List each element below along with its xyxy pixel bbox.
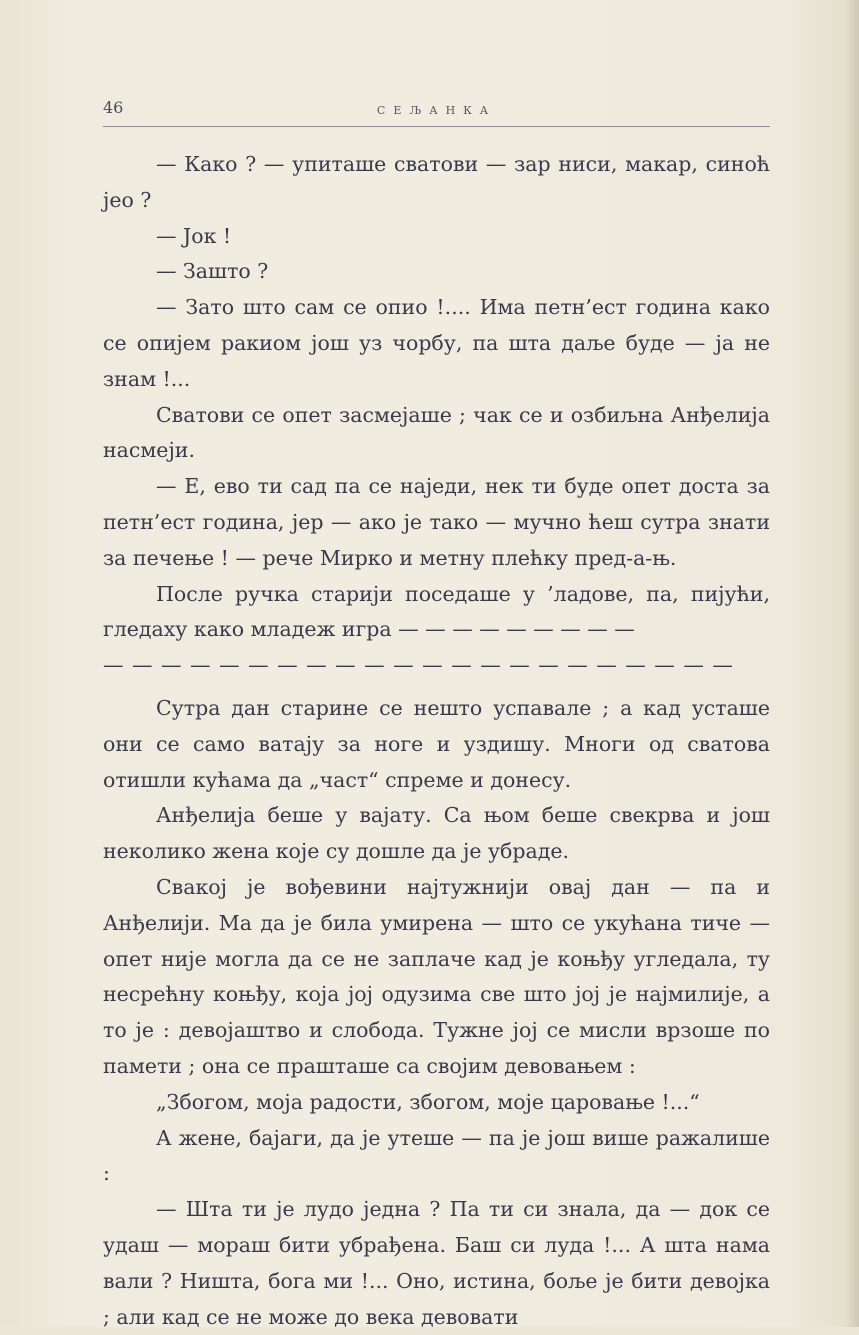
- paragraph: А жене, бајаги, да је утеше — па је још више ражалише :: [103, 1125, 770, 1186]
- paragraph: Свакој је вођевини најтужнији овај дан — па и Анђелији. Ма да је била умирена — што се укућана тиче — опет није могла да се не заплаче кад је коњђу угледала, ту несрећну коњђу, која јој одузима све што јој је најмилије, а то је : девојаштво и слобода. Тужне јој се мисли врзоше по памети ; она се прашташе са својим девовањем :: [103, 874, 770, 1078]
- paragraph: — Шта ти је лудо једна ? Па ти си знала, да — док се удаш — мораш бити убрађена. Баш си луда !... А шта нама вали ? Ништа, бога ми !... Оно, истина, боље је бити девојка ; али кад се не може до века девовати: [103, 1197, 770, 1329]
- paragraph: — Јок !: [156, 223, 232, 248]
- paragraph: — Зашто ?: [156, 259, 269, 284]
- paragraph: Анђелија беше у вајату. Са њом беше свекрва и још неколико жена које су дошле да је убраде.: [103, 803, 770, 864]
- section-break-dashes: — — — — — — — — — — — — — — — — — — — — — —: [103, 653, 734, 678]
- page-number: 46: [103, 98, 124, 117]
- page-header: [103, 96, 770, 127]
- body-text: [103, 147, 770, 1335]
- paragraph: — Зато што сам се опио !.... Има петн’ест година како се опијем ракиом још уз чорбу, па шта даље буде — ја не знам !...: [103, 295, 770, 391]
- paragraph: После ручка старији поседаше у ’ладове, па, пијући, гледаху како младеж игра — — — — — — — — —: [103, 581, 770, 642]
- paragraph: „Збогом, моја радости, збогом, моје царовање !...“: [156, 1089, 700, 1114]
- paragraph: Сватови се опет засмејаше ; чак се и озбиљна Анђелија насмеји.: [103, 402, 770, 463]
- paragraph: Сутра дан старине се нешто успавале ; а кад усташе они се само ватају за ноге и уздишу. Многи од сватова отишли кућама да „част“ спреме и донесу.: [103, 695, 770, 792]
- running-title: СЕЉАНКА: [376, 104, 497, 117]
- paragraph: — Е, ево ти сад па се наједи, нек ти буде опет доста за петн’ест година, јер — ако је тако — мучно ћеш сутра знати за печење ! — рече Мирко и метну плећку пред-а-њ.: [103, 474, 770, 570]
- page-edge-shadow: [845, 0, 859, 1327]
- paragraph: — Како ? — упиташе сватови — зар ниси, макар, синоћ јео ?: [103, 152, 770, 212]
